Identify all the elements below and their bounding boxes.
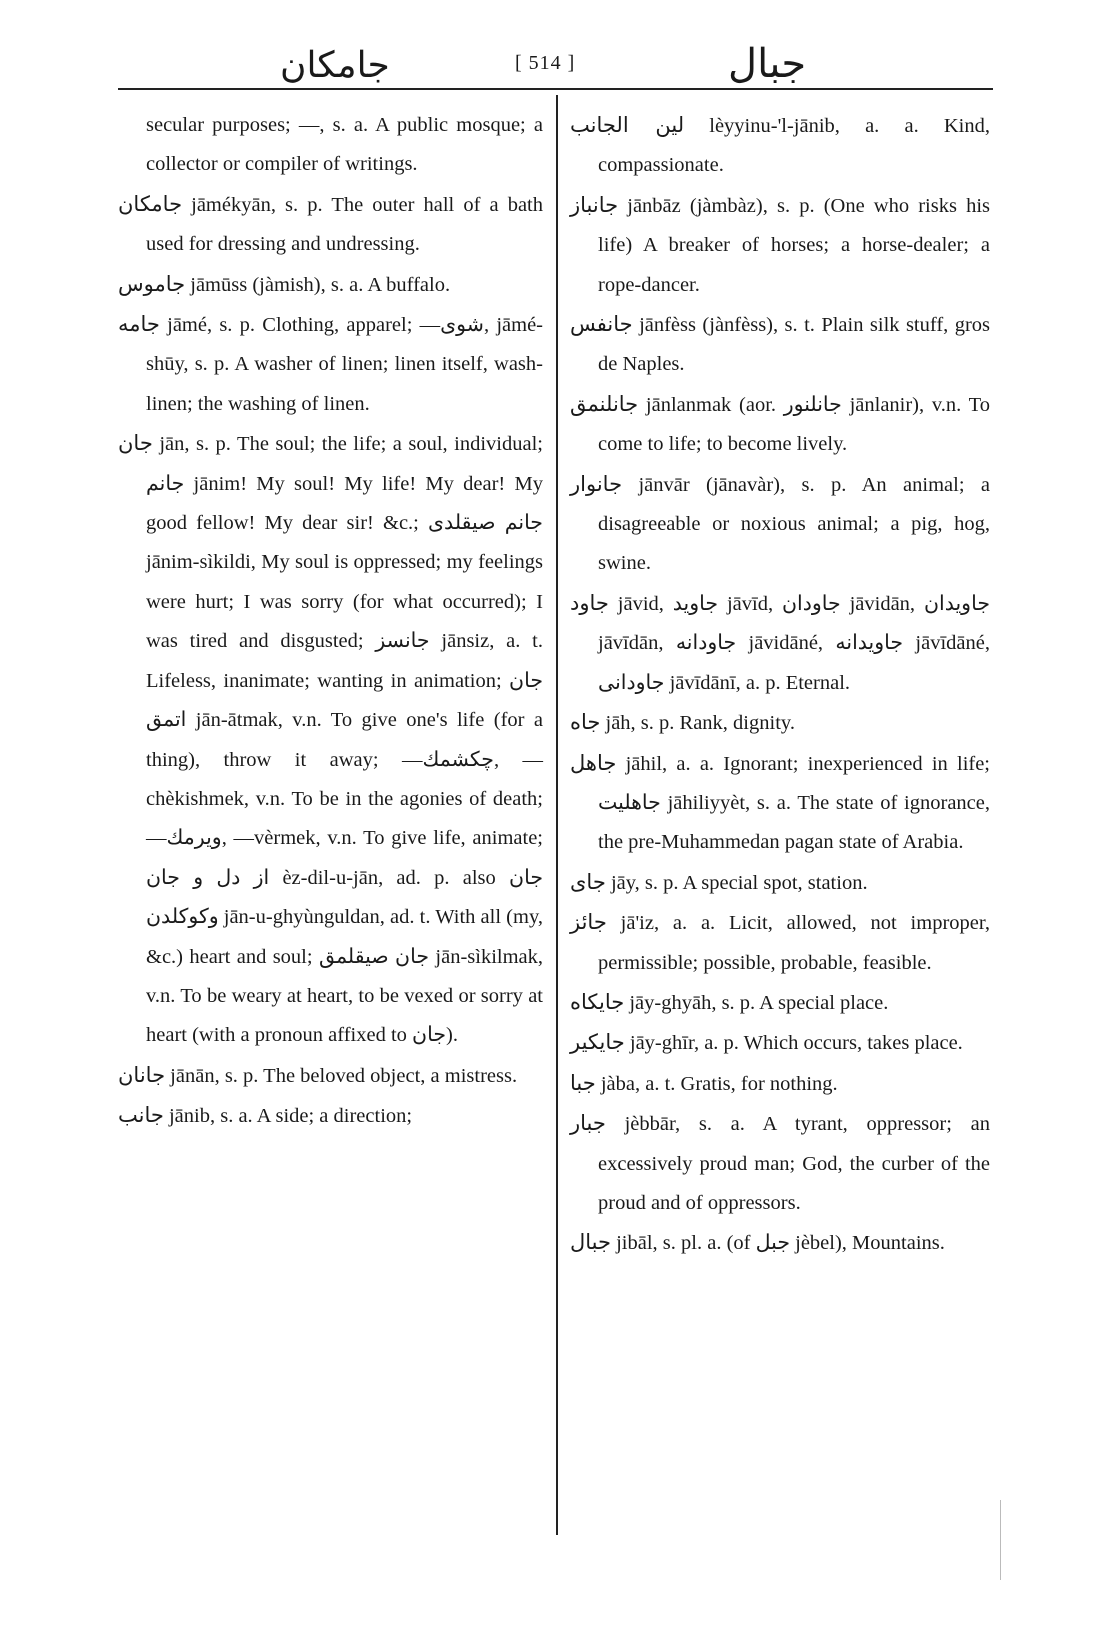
- column-divider: [556, 95, 558, 1535]
- dictionary-entry: [570, 385, 990, 465]
- dictionary-entry: [570, 584, 990, 703]
- dictionary-entry: [570, 1064, 990, 1104]
- entry-headword: جبال: [570, 1230, 611, 1255]
- entry-text: jāy-ghyāh, s. p. A special place.: [629, 991, 889, 1014]
- entry-text: jānfèss (jànfèss), s. t. Plain silk stuff, gros de Naples.: [598, 314, 991, 376]
- entry-headword: لين الجانب: [570, 113, 685, 137]
- dictionary-entry: [118, 1096, 543, 1136]
- page-edge-mark: [1000, 1500, 1001, 1580]
- entry-headword: جامه: [118, 312, 160, 337]
- page-header: [120, 38, 990, 86]
- dictionary-entry: [570, 703, 990, 743]
- dictionary-entry: [570, 305, 990, 385]
- entry-text: jāhil, a. a. Ignorant; inexperienced in life; جاهليت jāhiliyyèt, s. a. The state of ignorance, the pre-Muhammedan pagan state of Arabia.: [598, 752, 991, 854]
- header-rule: [118, 88, 993, 90]
- entry-text: secular purposes; —, s. a. A public mosque; a collector or compiler of writings.: [146, 114, 543, 176]
- entry-headword: جايكير: [570, 1030, 625, 1055]
- entry-headword: جامکان: [118, 191, 183, 216]
- dictionary-entry: [570, 983, 990, 1023]
- entry-text: jānib, s. a. A side; a direction;: [168, 1105, 413, 1128]
- entry-text: jāvid, جاويد jāvīd, جاودان jāvidān, جاويدان jāvīdān, جاودانه jāvidāné, جاويدانه jāvīdāné, جاودانى jāvīdānī, a. p. Eternal.: [598, 592, 991, 694]
- entry-text: jānbāz (jàmbàz), s. p. (One who risks his life) A breaker of horses; a horse-dealer; a rope-dancer.: [598, 194, 991, 296]
- entry-text: jānlanmak (aor. جانلنور jānlanir), v.n. To come to life; to become lively.: [598, 393, 990, 456]
- dictionary-entry: [118, 424, 543, 1056]
- entry-headword: جان: [118, 431, 153, 456]
- entry-headword: جانان: [118, 1062, 166, 1087]
- entry-text: jāmé, s. p. Clothing, apparel; —شوی, jāmé-shūy, s. p. A washer of linen; linen itself, wash-linen; the washing of linen.: [146, 314, 543, 415]
- entry-headword: جاموس: [118, 271, 186, 296]
- entry-text: jāy, s. p. A special spot, station.: [610, 871, 868, 894]
- entry-headword: جانلنمق: [570, 391, 639, 416]
- entry-headword: جاى: [570, 869, 606, 894]
- dictionary-entry: [118, 106, 543, 185]
- entry-headword: جاه: [570, 710, 601, 735]
- dictionary-entry: [118, 265, 543, 305]
- entry-headword: جاود: [570, 590, 609, 615]
- dictionary-entry: [570, 1223, 990, 1263]
- entry-headword: جانب: [118, 1103, 164, 1128]
- page-number: [ 514 ]: [515, 52, 576, 74]
- dictionary-entry: [570, 1023, 990, 1063]
- entry-text: jibāl, s. pl. a. (of جبل jèbel), Mountains.: [616, 1232, 945, 1255]
- left-column: [118, 106, 543, 1137]
- entry-headword: جبا: [570, 1070, 596, 1095]
- header-right-headword: جبال: [728, 41, 807, 86]
- dictionary-entry: [118, 185, 543, 265]
- entry-text: jāmékyān, s. p. The outer hall of a bath used for dressing and undressing.: [146, 193, 543, 256]
- dictionary-entry: [570, 186, 990, 305]
- entry-text: jān, s. p. The soul; the life; a soul, individual; جانم jānim! My soul! My life! My dear! My good fellow! My dear sir! &c.; جانم صیقلدی jānim-sìkildi, My soul is oppressed; my feelings were hurt; I was sorry (for what occurred); I was tired and disgusted; جانسز jānsiz, a. t. Lifeless, inanimate; wanting in animation; جان اتمق jān-ātmak, v.n. To give one's life (for a thing), throw it away; —چکشمك, —chèkishmek, v.n. To be in the agonies of death; —ويرمك, —vèrmek, v.n. To give life, animate; از دل و جان èz-dil-u-jān, ad. p. also جان وكوكلدن jān-u-ghyùnguldan, ad. t. With all (my, &c.) heart and soul; جان صيقلمق jān-sìkilmak, v.n. To be weary at heart, to be vexed or sorry at heart (with a pronoun affixed to جان).: [146, 433, 544, 1047]
- header-left-headword: جامکان: [280, 45, 390, 85]
- right-column: [570, 106, 990, 1264]
- entry-headword: جائز: [570, 910, 607, 935]
- entry-text: jàba, a. t. Gratis, for nothing.: [600, 1072, 838, 1095]
- entry-headword: جانفس: [570, 312, 633, 337]
- dictionary-entry: [570, 903, 990, 983]
- dictionary-entry: [570, 744, 990, 863]
- entry-text: jāmūss (jàmish), s. a. A buffalo.: [190, 273, 451, 296]
- dictionary-entry: [570, 1104, 990, 1223]
- entry-text: jāh, s. p. Rank, dignity.: [605, 712, 795, 735]
- entry-headword: جاهل: [570, 750, 617, 775]
- entry-headword: جبار: [570, 1111, 606, 1136]
- entry-headword: جانباز: [570, 192, 619, 217]
- dictionary-entry: [570, 465, 990, 584]
- entry-headword: جايكاه: [570, 989, 625, 1014]
- entry-text: jā'iz, a. a. Licit, allowed, not improper, permissible; possible, probable, feasible.: [598, 912, 991, 974]
- dictionary-entry: [570, 863, 990, 903]
- entry-text: lèyyinu-'l-jānib, a. a. Kind, compassionate.: [598, 115, 990, 177]
- entry-text: jèbbār, s. a. A tyrant, oppressor; an excessively proud man; God, the curber of the proud and of oppressors.: [598, 1113, 991, 1214]
- dictionary-entry: [570, 106, 990, 186]
- dictionary-entry: [118, 305, 543, 424]
- entry-text: jānvār (jānavàr), s. p. An animal; a disagreeable or noxious animal; a pig, hog, swine.: [598, 473, 990, 575]
- entry-text: jānān, s. p. The beloved object, a mistress.: [170, 1064, 518, 1087]
- entry-headword: جانوار: [570, 471, 623, 496]
- entry-text: jāy-ghīr, a. p. Which occurs, takes place.: [629, 1032, 963, 1055]
- dictionary-entry: [118, 1056, 543, 1096]
